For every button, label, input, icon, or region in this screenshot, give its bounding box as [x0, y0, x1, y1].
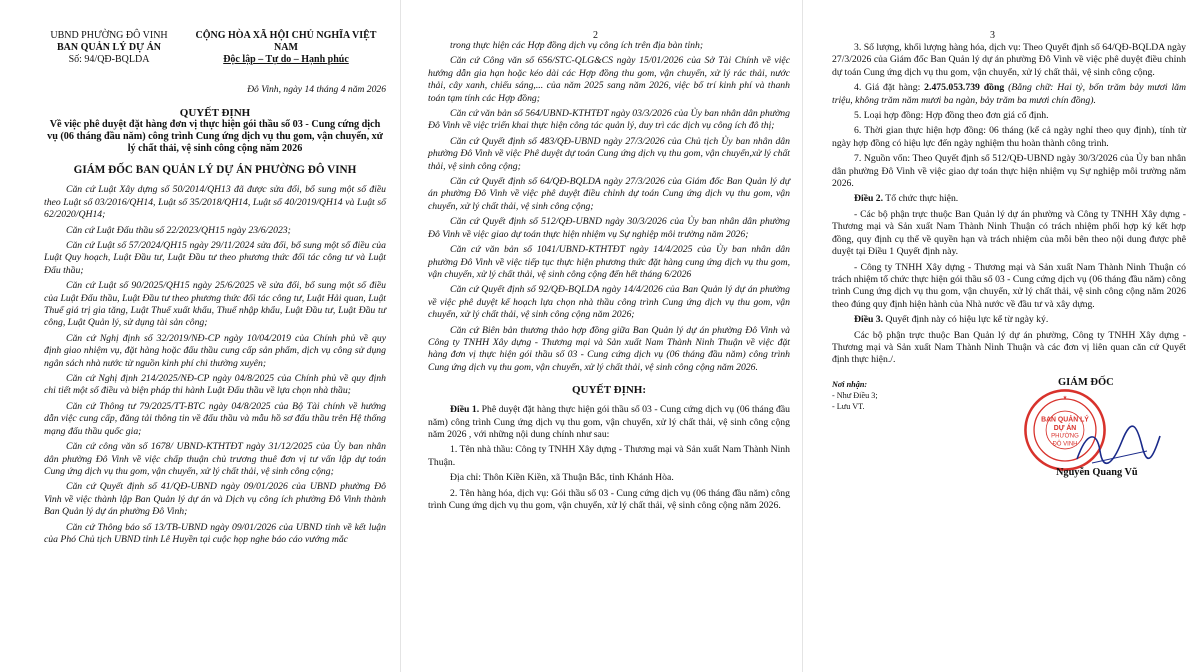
article-2-text: Tổ chức thực hiện.	[883, 193, 959, 205]
article-2-paragraph: - Các bộ phận trực thuộc Ban Quản lý dự án phường và Công ty TNHH Xây dựng - Thương mại và Sản xuất Nam Thành Ninh Thuận có trách nhiệm phối hợp ký kết hợp đồng, quy định cụ thể về quyền hạn và trách nhiệm của mỗi bên theo nội dung được phê duyệt tại Điều 1 Quyết định này.	[832, 208, 1186, 258]
legal-basis-item: Căn cứ văn bản số 1041/UBND-KTHTĐT ngày 14/4/2025 của Ủy ban nhân dân phường Đô Vinh về việc tiếp tục thực hiện phương thức đặt hàng cung ứng dịch vụ thu gom, vận chuyển, xử lý chất thải, vệ sinh công cộng đến hết tháng 6/2026	[428, 244, 790, 280]
article-1-label: Điều 1.	[450, 404, 480, 416]
org-line-1: UBND PHƯỜNG ĐÔ VINH	[50, 30, 168, 41]
issuing-authority: GIÁM ĐỐC BAN QUẢN LÝ DỰ ÁN PHƯỜNG ĐÔ VINH	[73, 164, 357, 177]
recipient-item: - Lưu VT.	[832, 401, 865, 411]
page-2	[400, 0, 802, 672]
article-3-label: Điều 3.	[854, 314, 884, 326]
legal-basis-item: Căn cứ Nghị định số 32/2019/NĐ-CP ngày 10/04/2019 của Chính phủ về quy định giao nhiệm vụ, đặt hàng hoặc đấu thầu cung cấp sản phẩm, dịch vụ công sử dụng ngân sách nhà nước từ nguồn kinh phí chi thường xuyên;	[44, 332, 386, 369]
legal-basis-item: Căn cứ Luật Xây dựng số 50/2014/QH13 đã được sửa đổi, bổ sung một số điều theo Luật số 03/2016/QH14, Luật số 35/2018/QH14, Luật số 40/2019/QH14 và Luật số 62/2020/QH14;	[44, 184, 386, 221]
legal-basis-item: Căn cứ Nghị định 214/2025/NĐ-CP ngày 04/8/2025 của Chính phủ về quy định chi tiết một số điều và biện pháp thi hành Luật Đấu thầu về lựa chọn nhà thầu;	[44, 373, 386, 397]
article-2-label: Điều 2.	[854, 193, 884, 205]
price-label: 4. Giá đặt hàng:	[854, 82, 925, 94]
article-1-item-1: 1. Tên nhà thầu: Công ty TNHH Xây dựng - Thương mại và Sản xuất Nam Thành Ninh Thuận.	[428, 444, 790, 468]
issue-date: Đô Vinh, ngày 14 tháng 4 năm 2026	[247, 84, 386, 95]
page-3	[802, 0, 1200, 672]
legal-basis-item: Căn cứ Luật số 57/2024/QH15 ngày 29/11/2024 sửa đổi, bổ sung một số điều của Luật Quy hoạch, Luật Đầu tư, Luật Đầu tư theo phương thức đối tác công tư và Luật Đấu thầu;	[44, 240, 386, 276]
article-1-item-2: 2. Tên hàng hóa, dịch vụ: Gói thầu số 03 - Cung cứng dịch vụ (06 tháng đầu năm) công trình Cung ứng dịch vụ thu gom, vận chuyển, xử lý chất thải, vệ sinh công cộng năm 2026.	[428, 487, 790, 511]
legal-basis-item: Căn cứ Quyết định số 64/QĐ-BQLDA ngày 27/3/2026 của Giám đốc Ban Quản lý dự án phường Đô Vinh về việc phê duyệt điều chỉnh dự toán Cung ứng dịch vụ thu gom, vận chuyển, xử lý chất thải, vệ sinh công cộng;	[428, 176, 790, 212]
recipients-label: Nơi nhận:	[832, 379, 868, 389]
article-1-text: Phê duyệt đặt hàng thực hiện gói thầu số 03 - Cung cứng dịch vụ (06 tháng đầu năm) công trình Cung ứng dịch vụ thu gom, vận chuyển, xử lý chất thải, vệ sinh công cộng năm 2026 , với những nội dung chính như sau:	[428, 404, 791, 440]
legal-basis-item: Căn cứ Quyết định số 41/QĐ-UBND ngày 09/01/2026 của UBND phường Đô Vinh về việc thành lập Ban Quản lý dự án và Dịch vụ công ích phường Đô Vinh thành Ban Quản lý dự án phường Đô Vinh;	[44, 481, 386, 518]
handwritten-signature	[1072, 421, 1162, 471]
legal-basis-item: Căn cứ Quyết định số 92/QĐ-BQLDA ngày 14/4/2026 của Ban Quản lý dự án phường về việc phê duyệt kế hoạch lựa chọn nhà thầu công trình Cung ứng dịch vụ thu gom, vận chuyển, xử lý chất thải, vệ sinh công cộng năm 2026;	[428, 284, 790, 321]
article-2	[832, 193, 1186, 205]
article-1-item-6: 6. Thời gian thực hiện hợp đồng: 06 tháng (kể cả ngày nghỉ theo quy định), tính từ ngày hợp đồng có hiệu lực đến ngày nghiệm thu hoàn thành công trình.	[832, 125, 1186, 149]
legal-basis-item: Căn cứ Luật Đấu thầu số 22/2023/QH15 ngày 23/6/2023;	[66, 224, 291, 236]
document-number: Số: 94/QĐ-BQLDA	[68, 54, 150, 65]
signature-block	[832, 373, 1186, 543]
svg-text:★: ★	[1062, 394, 1068, 401]
article-2-paragraph: - Công ty TNHH Xây dựng - Thương mại và Sản xuất Nam Thành Ninh Thuận có trách nhiệm tổ chức thực hiện gói thầu số 03 - Cung cứng dịch vụ (06 tháng đầu năm) công trình Cung ứng dịch vụ thu gom, vận chuyển, xử lý chất thải, vệ sinh công cộng năm 2026 theo đúng quy định hiện hành của Nhà nước về đầu tư và xây dựng.	[832, 261, 1186, 310]
article-1-item-5: 5. Loại hợp đồng: Hợp đồng theo đơn giá cố định.	[854, 110, 1049, 122]
article-1-item-7: 7. Nguồn vốn: Theo Quyết định số 512/QĐ-UBND ngày 30/3/2026 của Ủy ban nhân dân phường Đô Vinh về việc giao dự toán thực hiện nhiệm vụ Sự nghiệp môi trường năm 2026.	[832, 153, 1186, 190]
article-3-text: Quyết định này có hiệu lực kể từ ngày ký.	[883, 314, 1049, 326]
org-line-2: BAN QUẢN LÝ DỰ ÁN	[56, 42, 162, 53]
price-amount: 2.475.053.739 đồng	[924, 82, 1005, 94]
article-3-paragraph: Các bộ phận trực thuộc Ban Quản lý dự án phường, Công ty TNHH Xây dựng - Thương mại và Sản xuất Nam Thành Ninh Thuận và các đơn vị liên quan căn cứ Quyết định thực hiện./.	[832, 329, 1186, 366]
svg-text:ĐÔ VINH: ĐÔ VINH	[1052, 441, 1078, 448]
recipients	[832, 379, 878, 412]
recipient-item: - Như Điều 3;	[832, 390, 878, 400]
document-header	[44, 30, 386, 66]
national-motto: Độc lập – Tự do – Hạnh phúc	[223, 54, 349, 65]
legal-basis-item: Căn cứ văn bản số 564/UBND-KTHTĐT ngày 03/3/2026 của Ủy ban nhân dân phường Đô Vinh về việc triển khai thực hiện công tác quản lý, duy trì các dịch vụ công ích đô thị;	[428, 108, 790, 132]
legal-basis-item: Căn cứ Quyết định số 512/QĐ-UBND ngày 30/3/2026 của Ủy ban nhân dân phường Đô Vinh về việc giao dự toán thực hiện nhiệm vụ Sự nghiệp môi trường năm 2026;	[428, 216, 790, 240]
decision-heading: QUYẾT ĐỊNH:	[571, 384, 647, 397]
signer-name: Nguyễn Quang Vũ	[1056, 466, 1138, 478]
price-in-words: (Bằng chữ: Hai tỷ, bốn trăm bảy mươi lăm triệu, không trăm năm mươi ba ngàn, bảy trăm ba mươi chín đồng).	[832, 82, 1186, 106]
page-1	[0, 0, 400, 672]
legal-basis-item: Căn cứ Quyết định số 483/QĐ-UBND ngày 27/3/2026 của Chủ tịch Ủy ban nhân dân phường Đô Vinh về việc Phê duyệt dự toán Cung ứng dịch vụ thu gom, vận chuyển,xử lý chất thải, vệ sinh công cộng;	[428, 135, 790, 172]
svg-text:BAN QUẢN LÝ: BAN QUẢN LÝ	[1041, 416, 1089, 424]
legal-basis-item: Căn cứ Thông tư 79/2025/TT-BTC ngày 04/8/2025 của Bộ Tài chính về hướng dẫn việc cung cấp, đăng tải thông tin về đấu thầu và mẫu hồ sơ đấu thầu trên Hệ thống mạng đấu thầu quốc gia;	[44, 400, 386, 437]
document-subtitle: Về việc phê duyệt đặt hàng đơn vị thực hiện gói thầu số 03 - Cung cứng dịch vụ (06 tháng đầu năm) công trình Cung ứng dịch vụ thu gom, vận chuyển, xử lý chất thải, vệ sinh công cộng năm 2026	[47, 119, 383, 154]
article-1-item-4	[832, 82, 1186, 107]
legal-basis-item: Căn cứ Luật số 90/2025/QH15 ngày 25/6/2025 về sửa đổi, bổ sung một số điều của Luật Đấu thầu, Luật Đầu tư theo phương thức đối tác công tư, Luật Hải quan, Luật Thuế giá trị gia tăng, Luật Thuế xuất khẩu, Thuế nhập khẩu, Luật Đầu tư, Luật Đầu tư công, Luật Quản lý, sử dụng tài sản công;	[44, 280, 386, 329]
legal-basis-item: Căn cứ Công văn số 656/STC-QLG&CS ngày 15/01/2026 của Sở Tài Chính về việc hướng dẫn gia hạn hoặc kéo dài các Hợp đồng thu gom, vận chuyển, xử lý rác thải, nước thải, cây xanh, chiếu sáng,... của năm 2025 sang năm 2026, việc bố trí kinh phí và thanh toán tạm tính các Hợp đồng;	[428, 55, 790, 104]
page-number: 3	[990, 30, 995, 41]
document-title: QUYẾT ĐỊNH	[179, 107, 251, 119]
article-3	[832, 314, 1186, 326]
legal-basis-item: Căn cứ Thông báo số 13/TB-UBND ngày 09/01/2026 của UBND tỉnh về kết luận của Phó Chủ tịch UBND tỉnh Lê Huyền tại cuộc họp nghe báo cáo vướng mắc	[44, 521, 386, 545]
svg-text:DỰ ÁN: DỰ ÁN	[1053, 424, 1077, 432]
signer-title: GIÁM ĐỐC	[1058, 376, 1114, 388]
svg-text:PHƯỜNG: PHƯỜNG	[1051, 433, 1079, 440]
legal-basis-item: Căn cứ công văn số 1678/ UBND-KTHTĐT ngày 31/12/2025 của Ủy ban nhân dân phường Đô Vinh về việc chấp thuận chủ trương thuê đơn vị tư vấn lập dự toán Cung ứng dịch vụ thu gom, vận chuyển, xử lý chất thải, vệ sinh công cộng;	[44, 441, 386, 477]
legal-basis-item: Căn cứ Biên bản thương thảo hợp đồng giữa Ban Quản lý dự án phường Đô Vinh và Công ty TNHH Xây dựng - Thương mại và Sản xuất Nam Thành Ninh Thuận về việc đặt hàng đơn vị thực hiện gói thầu số 03 - Cung cứng dịch vụ (06 tháng đầu năm) công trình Cung ứng dịch vụ thu gom, vận chuyển, xử lý chất thải, vệ sinh công cộng năm 2026.	[428, 324, 790, 373]
contractor-address: Địa chỉ: Thôn Kiền Kiền, xã Thuận Bắc, tỉnh Khánh Hòa.	[450, 472, 674, 484]
legal-basis-list	[44, 184, 386, 546]
legal-basis-item: trong thực hiện các Hợp đồng dịch vụ công ích trên địa bàn tỉnh;	[450, 40, 704, 51]
article-1	[428, 404, 790, 441]
article-1-item-3: 3. Số lượng, khối lượng hàng hóa, dịch vụ: Theo Quyết định số 64/QĐ-BQLDA ngày 27/3/2026 của Giám đốc Ban Quản lý dự án phường Đô Vinh về việc phê duyệt điều chỉnh dự toán Cung ứng dịch vụ thu gom, vận chuyển, xử lý chất thải, vệ sinh công cộng.	[832, 42, 1186, 78]
country-name: CỘNG HÒA XÃ HỘI CHỦ NGHĨA VIỆT NAM	[195, 30, 377, 53]
page-number: 2	[593, 30, 598, 41]
